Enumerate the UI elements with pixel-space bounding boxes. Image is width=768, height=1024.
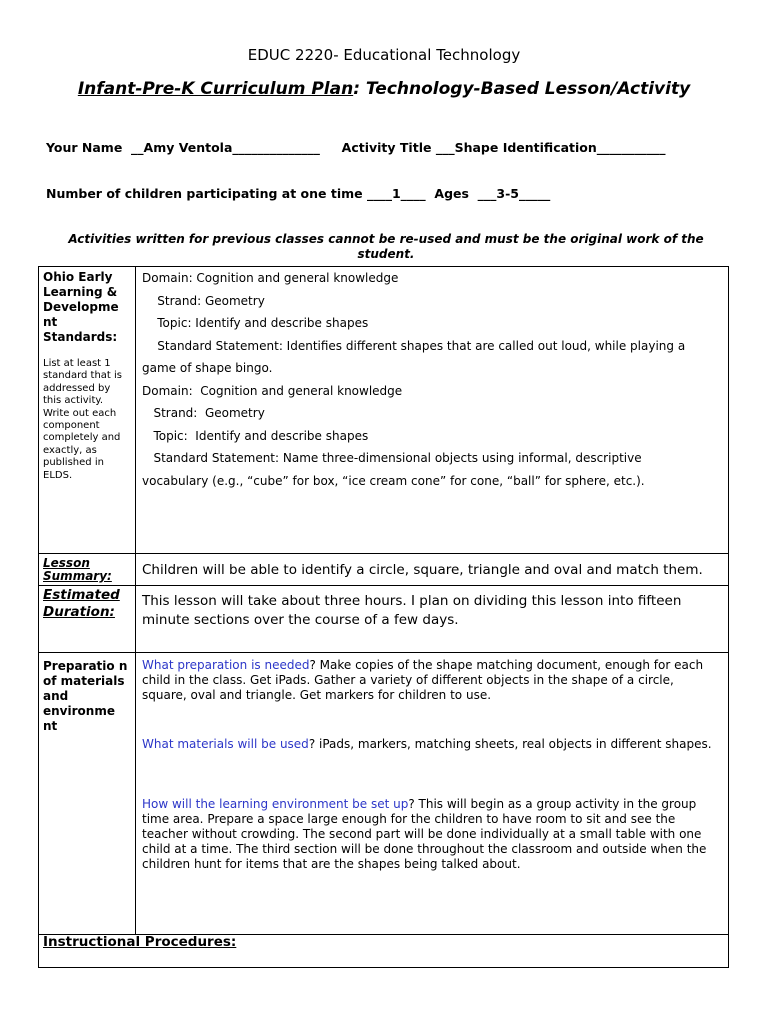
standards-line: Domain: Cognition and general knowledge <box>142 271 399 285</box>
standards-line: Strand: Geometry <box>142 406 265 420</box>
participants-row <box>46 186 550 201</box>
standards-line: Topic: Identify and describe shapes <box>142 428 369 443</box>
preparation-answer-1: What preparation is needed? Make copies of the shape matching document, enough for each child in the class. Get iPads. Gather a variety of different objects in the shape of a circle, square, oval and triangle. Get markers for children to use. <box>142 658 704 702</box>
document-title <box>0 79 768 99</box>
standards-line: vocabulary (e.g., “cube” for box, “ice cream cone” for cone, “ball” for sphere, etc.). <box>142 473 645 488</box>
title-part-1: Infant-Pre-K Curriculum Plan <box>77 79 354 99</box>
preparation-answer-2: What materials will be used? iPads, markers, matching sheets, real objects in different shapes. <box>142 737 712 751</box>
standards-line: Standard Statement: Identifies different shapes that are called out loud, while playing a <box>142 338 686 353</box>
estimated-duration-text: This lesson will take about three hours. I plan on dividing this lesson into fifteen minute sections over the course of a few days. <box>142 593 682 628</box>
standards-line: game of shape bingo. <box>142 361 273 375</box>
preparation-question-3: How will the learning environment be set up <box>142 797 409 811</box>
instructional-procedures-label: Instructional Procedures: <box>43 934 237 950</box>
preparation-label: Preparatio n of materials and environme nt <box>43 659 128 733</box>
standards-line: Topic: Identify and describe shapes <box>142 316 369 330</box>
originality-notice: Activities written for previous classes cannot be re-used and must be the original work of the student. <box>68 232 704 261</box>
standards-line: Strand: Geometry <box>142 293 265 308</box>
name-activity-row <box>46 140 666 155</box>
ages-value: ___3-5_____ <box>477 186 551 201</box>
number-value: ____1____ <box>366 186 426 201</box>
standards-label: Ohio Early Learning & Developme nt Standards: <box>43 270 119 344</box>
row-divider <box>39 585 728 586</box>
activity-title-label: Activity Title <box>341 140 432 155</box>
row-divider <box>39 652 728 653</box>
course-title: EDUC 2220- Educational Technology <box>247 46 521 64</box>
standards-instructions: List at least 1 standard that is addressed by this activity. Write out each component completely and exactly, as published in ELDS. <box>43 358 123 481</box>
standards-line: Domain: Cognition and general knowledge <box>142 383 403 398</box>
title-part-2: : Technology-Based Lesson/Activity <box>353 79 691 99</box>
preparation-answer-3: How will the learning environment be set up? This will begin as a group activity in the group time area. Prepare a space large enough for the children to have room to sit and see the teacher without crowding. The second part will be done individually at a small table with one child at a time. The third section will be done throughout the classroom and outside when the children hunt for items that are the shapes being talked about. <box>142 797 707 871</box>
preparation-question-2: What materials will be used <box>142 737 309 751</box>
estimated-duration-label: Estimated Duration: <box>43 587 120 620</box>
lesson-summary-text: Children will be able to identify a circle, square, triangle and oval and match them. <box>142 562 703 578</box>
number-label: Number of children participating at one time <box>46 186 363 201</box>
name-value: __Amy Ventola______________ <box>131 140 320 155</box>
ages-label: Ages <box>434 186 469 201</box>
column-divider <box>135 267 136 935</box>
standards-content <box>142 267 722 492</box>
preparation-question-1: What preparation is needed <box>142 658 310 672</box>
row-divider <box>39 553 728 554</box>
name-label: Your Name <box>46 140 123 155</box>
lesson-summary-label: Lesson Summary: <box>43 556 112 583</box>
activity-title-value: ___Shape Identification___________ <box>435 140 666 155</box>
lesson-plan-table <box>38 266 729 968</box>
standards-line: Standard Statement: Name three-dimensional objects using informal, descriptive <box>142 451 642 465</box>
